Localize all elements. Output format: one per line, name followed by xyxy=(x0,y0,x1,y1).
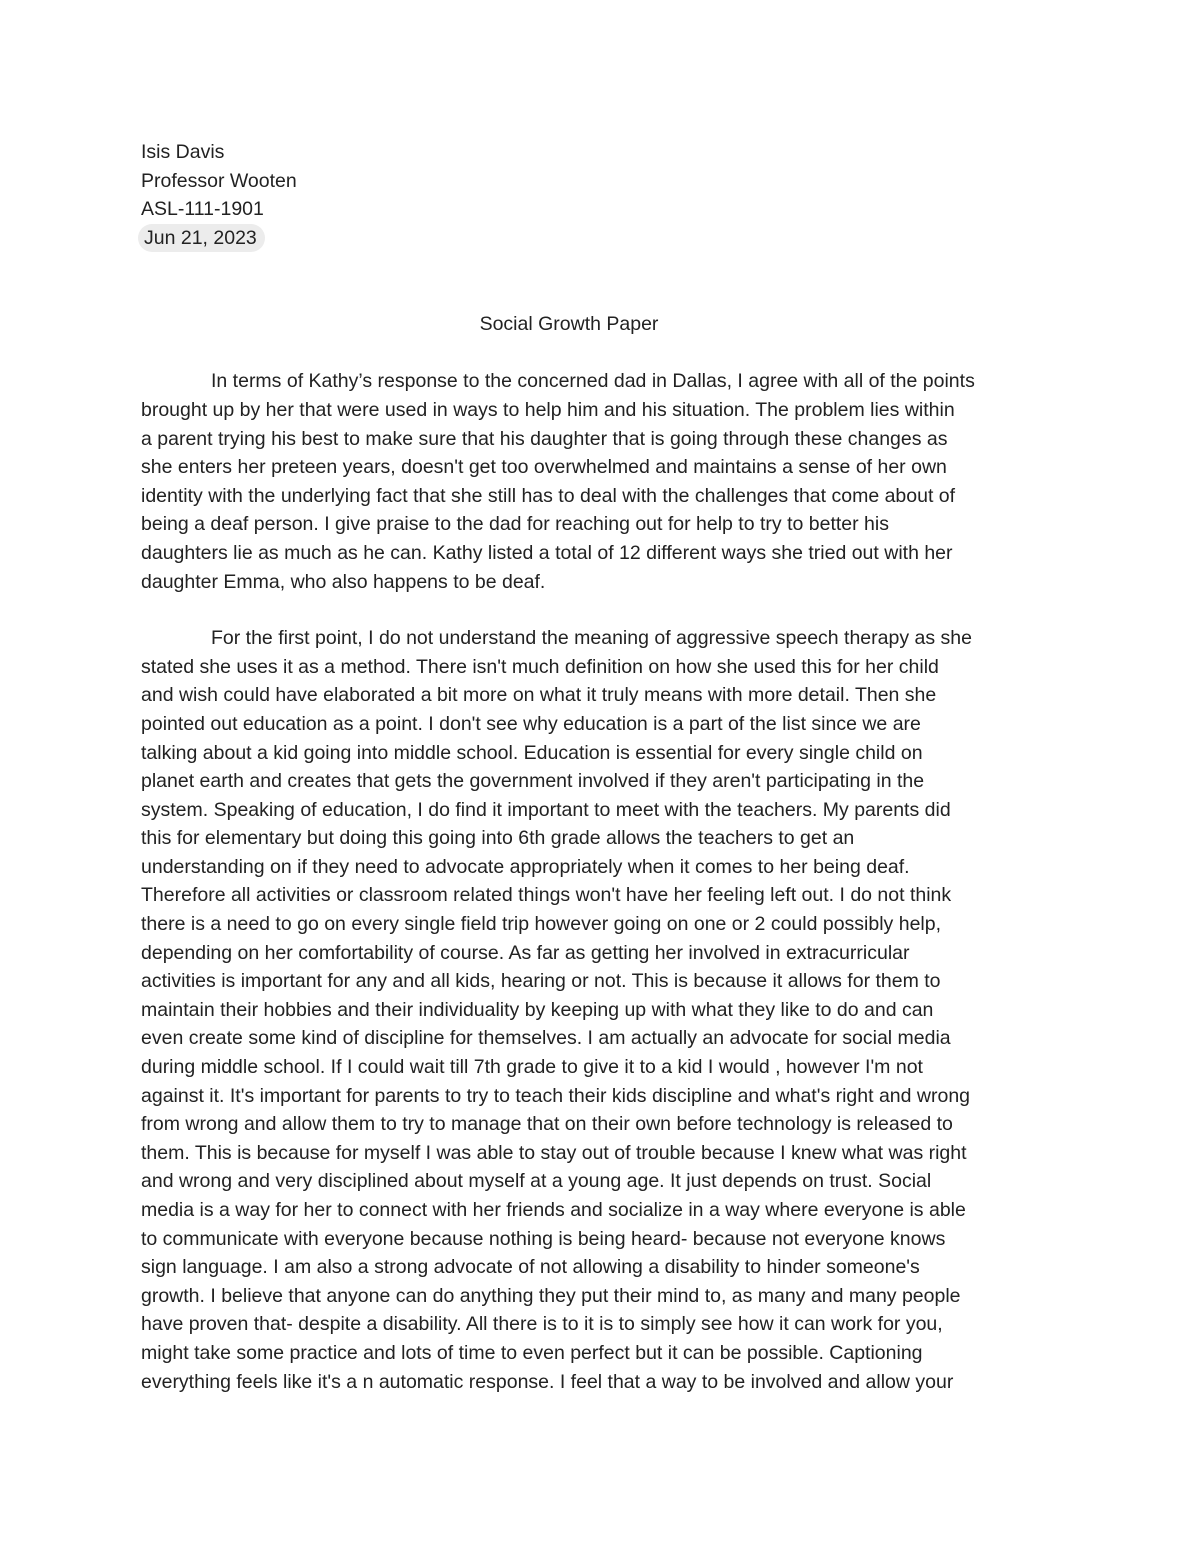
paragraph-line: everything feels like it's a n automatic response. I feel that a way to be involved and allow your xyxy=(141,1370,954,1393)
date-line xyxy=(141,224,1061,253)
paragraph-line: there is a need to go on every single field trip however going on one or 2 could possibly help, xyxy=(141,913,942,936)
professor-name: Professor Wooten xyxy=(141,169,297,192)
paragraph-line: she enters her preteen years, doesn't get too overwhelmed and maintains a sense of her own xyxy=(141,456,947,479)
author-name: Isis Davis xyxy=(141,141,225,163)
paragraph-line: system. Speaking of education, I do find it important to meet with the teachers. My parents did xyxy=(141,798,951,821)
paragraph-line: depending on her comfortability of course. As far as getting her involved in extracurricular xyxy=(141,941,910,964)
paragraph-line: brought up by her that were used in ways to help him and his situation. The problem lies within xyxy=(141,398,955,421)
paragraph-line: even create some kind of discipline for themselves. I am actually an advocate for social media xyxy=(141,1027,951,1050)
paragraph-line: activities is important for any and all kids, hearing or not. This is because it allows for them to xyxy=(141,970,941,993)
paragraph-line: against it. It's important for parents to try to teach their kids discipline and what's right and wrong xyxy=(141,1084,971,1107)
paragraph-line: and wrong and very disciplined about myself at a young age. It just depends on trust. Social xyxy=(141,1170,932,1193)
paragraph-line: For the first point, I do not understand the meaning of aggressive speech therapy as she xyxy=(211,627,972,650)
paragraph-line: identity with the underlying fact that she still has to deal with the challenges that come about of xyxy=(141,484,956,507)
paragraph-line: daughters lie as much as he can. Kathy listed a total of 12 different ways she tried out with her xyxy=(141,541,953,564)
paragraph-line: them. This is because for myself I was able to stay out of trouble because I knew what was right xyxy=(141,1141,967,1164)
paragraph-line: this for elementary but doing this going into 6th grade allows the teachers to get an xyxy=(141,827,855,850)
paragraph-line: media is a way for her to connect with her friends and socialize in a way where everyone is able xyxy=(141,1199,966,1221)
paragraph-line: being a deaf person. I give praise to the dad for reaching out for help to try to better his xyxy=(141,513,889,536)
paragraph-line: have proven that- despite a disability. All there is to it is to simply see how it can work for you, xyxy=(141,1313,943,1336)
paragraph-line: might take some practice and lots of time to even perfect but it can be possible. Captioning xyxy=(141,1341,923,1364)
paragraph-line: growth. I believe that anyone can do anything they put their mind to, as many and many people xyxy=(141,1284,961,1307)
document-page xyxy=(141,138,1061,1396)
paragraph-1 xyxy=(141,367,1061,596)
course-code: ASL-111-1901 xyxy=(141,198,264,221)
paragraph-line: talking about a kid going into middle school. Education is essential for every single child on xyxy=(141,741,923,764)
date-chip[interactable]: Jun 21, 2023 xyxy=(138,224,265,252)
paragraph-line: planet earth and creates that gets the government involved if they aren't participating in the xyxy=(141,770,925,793)
paragraph-line: understanding on if they need to advocate appropriately when it comes to her being deaf. xyxy=(141,855,910,878)
paragraph-line: from wrong and allow them to try to manage that on their own before technology is released to xyxy=(141,1113,953,1136)
paragraph-line: sign language. I am also a strong advocate of not allowing a disability to hinder someone's xyxy=(141,1256,920,1279)
paragraph-line: pointed out education as a point. I don't see why education is a part of the list since we are xyxy=(141,712,921,735)
paragraph-line: a parent trying his best to make sure that his daughter that is going through these changes as xyxy=(141,427,948,450)
paragraph-line: and wish could have elaborated a bit more on what it truly means with more detail. Then she xyxy=(141,684,937,707)
paragraph-line: In terms of Kathy’s response to the concerned dad in Dallas, I agree with all of the points xyxy=(211,370,975,393)
document-title: Social Growth Paper xyxy=(479,313,659,336)
paragraph-line: during middle school. If I could wait till 7th grade to give it to a kid I would , however I'm not xyxy=(141,1056,923,1079)
paragraph-line: stated she uses it as a method. There isn't much definition on how she used this for her child xyxy=(141,655,939,678)
paragraph-line: to communicate with everyone because nothing is being heard- because not everyone knows xyxy=(141,1227,946,1250)
paragraph-line: daughter Emma, who also happens to be deaf. xyxy=(141,570,546,593)
paragraph-line: maintain their hobbies and their individuality by keeping up with what they like to do and can xyxy=(141,998,934,1021)
paragraph-line: Therefore all activities or classroom related things won't have her feeling left out. I do not think xyxy=(141,884,952,907)
paragraph-2 xyxy=(141,624,1061,1396)
